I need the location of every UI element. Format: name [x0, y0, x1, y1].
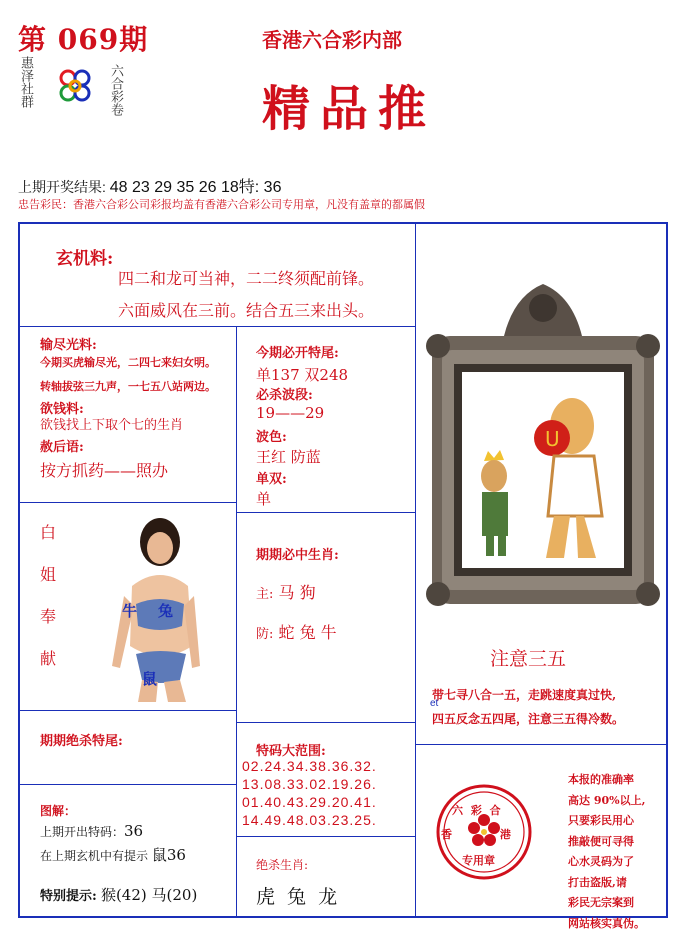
jueshi-value: 虎 兔 龙: [256, 886, 341, 908]
photo-overlay-ox: 牛: [122, 602, 138, 620]
special-tip-label: 特别提示:: [40, 889, 97, 904]
danshuang-title: 单双:: [256, 472, 287, 487]
stray-text: et: [430, 698, 439, 709]
lottery-name-vertical: 六合彩卷: [108, 64, 123, 116]
shu-line-2: 转轴拔弦三九声，一七五八站两边。: [40, 380, 216, 393]
page-subtitle: 香港六合彩内部: [262, 28, 402, 52]
warning-line: [18, 196, 425, 212]
side-notice: [568, 770, 645, 934]
photo-vertical-3: 奉: [40, 607, 57, 626]
zodiac-main: [256, 580, 316, 603]
jueshi-title: 绝杀生肖:: [256, 858, 309, 872]
yu-title: 欲钱料:: [40, 402, 84, 417]
zodiac-fang: [256, 620, 337, 643]
special-tip: [40, 884, 197, 905]
tujie-line-2-label: 在上期玄机中有提示: [40, 849, 149, 863]
svg-text:U: U: [545, 427, 560, 451]
side-notice-line: 打击盗版,请: [568, 875, 627, 889]
issue-number: 第 069期: [18, 23, 149, 56]
tujie-line-2-value: 鼠36: [151, 846, 186, 864]
zodiac-title: 期期必中生肖:: [256, 548, 339, 563]
bose-value: 王红 防蓝: [256, 448, 321, 466]
last-results: [18, 174, 281, 197]
danshuang-value: 单: [256, 490, 272, 508]
divider-under-teima: [236, 836, 415, 837]
results-numbers: 48 23 29 35 26 18特: 36: [109, 179, 282, 196]
divider-under-left-text: [18, 502, 236, 503]
side-notice-line: 网站核实真伪。: [568, 916, 645, 930]
divider-right-column: [415, 222, 416, 918]
teima-row-4: 14.49.48.03.23.25.: [242, 812, 377, 828]
shu-title: 输尽光料:: [40, 338, 97, 353]
special-tip-value: 猴(42) 马(20): [100, 886, 198, 904]
side-notice-line: 彩民无宗案到: [568, 896, 634, 909]
divider-right-bottom: [415, 744, 668, 745]
photo-vertical-1: 白: [40, 523, 57, 542]
divider-left-column: [236, 326, 237, 918]
xuanji-line-2: 六面威风在三前。结合五三来出头。: [118, 301, 375, 320]
zodiac-fang-value: 蛇 兔 牛: [278, 623, 337, 642]
side-notice-line: 推敲便可寻得: [568, 834, 634, 848]
side-notice-line: 心水灵码为了: [568, 855, 634, 868]
xuanji-line-1: 四二和龙可当神，二二终须配前锋。: [118, 269, 375, 288]
boduan-value: 19——29: [256, 404, 325, 422]
tujie-line-2: [40, 844, 186, 865]
logo-rings-icon: [56, 66, 94, 106]
divider-under-zodiac: [236, 722, 415, 723]
teima-title: 特码大范围:: [256, 744, 326, 759]
tewei-value: 单137 双248: [256, 366, 349, 384]
boduan-title: 必杀波段:: [256, 388, 313, 403]
ornate-frame-picture: [424, 276, 662, 612]
tujie-title: 图解：: [40, 804, 77, 818]
right-note-2: 四五反念五四尾，注意三五得冷数。: [432, 712, 625, 726]
ao-line: 按方抓药——照办: [40, 461, 169, 480]
zodiac-fang-label: 防:: [256, 627, 274, 642]
xuanji-title: 玄机料:: [56, 249, 114, 269]
jueji-title: 期期绝杀特尾:: [40, 734, 123, 749]
teima-row-3: 01.40.43.29.20.41.: [242, 794, 377, 810]
seal-mid-text: 香 港: [441, 828, 511, 841]
group-name-vertical: 惠泽社群: [18, 56, 33, 108]
tujie-line-1: [40, 822, 143, 840]
tujie-line-1-value: 36: [124, 822, 144, 840]
photo-vertical-2: 姐: [40, 565, 57, 584]
right-note-1: 带七寻八合一五，走跳速度真过快,: [432, 688, 617, 702]
results-label: 上期开奖结果:: [18, 179, 106, 195]
warning-text: 香港六合彩公司彩报均盖有香港六合彩公司专用章，凡没有盖章的都属假: [73, 199, 425, 211]
side-notice-line: 本报的准确率: [568, 773, 634, 786]
zodiac-main-label: 主:: [256, 587, 274, 602]
teima-row-1: 02.24.34.38.36.32.: [242, 758, 377, 774]
divider-under-mid-text: [236, 512, 415, 513]
tewei-title: 今期必开特尾:: [256, 346, 339, 361]
photo-overlay-rat: 鼠: [142, 670, 158, 688]
seal-top-text: 六 彩 合: [452, 804, 503, 817]
page-title: 精品推: [262, 81, 437, 137]
side-notice-line: 高达 90%以上,: [568, 793, 646, 807]
divider-under-jueji: [18, 784, 236, 785]
right-heading: 注意三五: [490, 648, 567, 670]
yu-line: 欲钱找上下取个七的生肖: [40, 418, 184, 433]
side-notice-line: 只要彩民用心: [568, 814, 634, 827]
divider-under-photo: [18, 710, 236, 711]
ao-title: 赦后语:: [40, 440, 84, 455]
shu-line-1: 今期买虎输尽光，二四七来妇女明。: [40, 356, 216, 369]
tujie-line-1-label: 上期开出特码：: [40, 825, 125, 839]
teima-row-2: 13.08.33.02.19.26.: [242, 776, 377, 792]
seal-bottom-text: 专用章: [462, 854, 495, 867]
warning-label: 忠告彩民：: [18, 199, 73, 211]
photo-overlay-rabbit: 兔: [158, 602, 174, 620]
photo-vertical-4: 献: [40, 649, 57, 668]
divider-under-xuanji: [18, 326, 415, 327]
zodiac-main-value: 马 狗: [278, 583, 316, 602]
bose-title: 波色:: [256, 430, 287, 445]
